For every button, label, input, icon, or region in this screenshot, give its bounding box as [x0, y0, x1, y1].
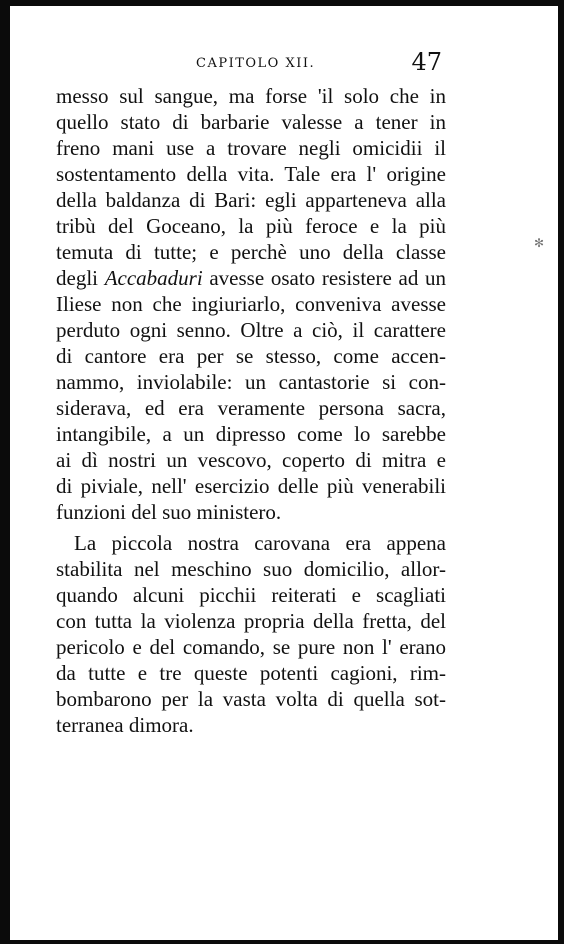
text-line: quando alcuni picchii reiterati e scagliati [56, 583, 446, 607]
text-line: freno mani use a trovare negli omicidii il [56, 136, 446, 160]
text-line: da tutte e tre queste potenti cagioni, rim- [56, 661, 446, 685]
scan-border-right [558, 0, 564, 944]
italic-word: Accabaduri [104, 266, 203, 290]
page-number: 47 [411, 48, 442, 76]
text-line: Iliese non che ingiuriarlo, conveniva avesse [56, 292, 446, 316]
text-line: La piccola nostra carovana era appena [74, 531, 446, 555]
page-header [56, 50, 446, 80]
text-line: di piviale, nell' esercizio delle più venerabili [56, 474, 446, 498]
text-line: stabilita nel meschino suo domicilio, allor- [56, 557, 446, 581]
body-text [56, 83, 446, 738]
scan-border-top [0, 0, 564, 6]
text-line: nammo, inviolabile: un cantastorie si con- [56, 370, 446, 394]
text-line: terranea dimora. [56, 713, 194, 737]
text-line: siderava, ed era veramente persona sacra, [56, 396, 446, 420]
text-line: funzioni del suo ministero. [56, 500, 282, 524]
text-line: sostentamento della vita. Tale era l' origine [56, 162, 446, 186]
text-line: perduto ogni senno. Oltre a ciò, il carattere [56, 318, 446, 342]
text-line: tribù del Goceano, la più feroce e la più [56, 214, 446, 238]
text-line: di cantore era per se stesso, come accen- [56, 344, 446, 368]
text-line: con tutta la violenza propria della fretta, del [56, 609, 446, 633]
text-line: ai dì nostri un vescovo, coperto di mitra e [56, 448, 446, 472]
text-line: messo sul sangue, ma forse 'il solo che in [56, 84, 446, 108]
text-line: bombarono per la vasta volta di quella sot- [56, 687, 446, 711]
running-head: CAPITOLO XII. [196, 56, 316, 71]
text-line: pericolo e del comando, se pure non l' erano [56, 635, 446, 659]
text-line: quello stato di barbarie valesse a tener in [56, 110, 446, 134]
text-line: della baldanza di Bari: egli apparteneva alla [56, 188, 446, 212]
margin-speck: ✻ [533, 236, 544, 250]
scan-border-left [0, 0, 10, 944]
scan-border-bottom [0, 940, 564, 944]
text-line: temuta di tutte; e perchè uno della classe [56, 240, 446, 264]
text-line: degli Accabaduri avesse osato resistere ad un [56, 266, 447, 290]
text-line: intangibile, a un dipresso come lo sarebbe [56, 422, 446, 446]
